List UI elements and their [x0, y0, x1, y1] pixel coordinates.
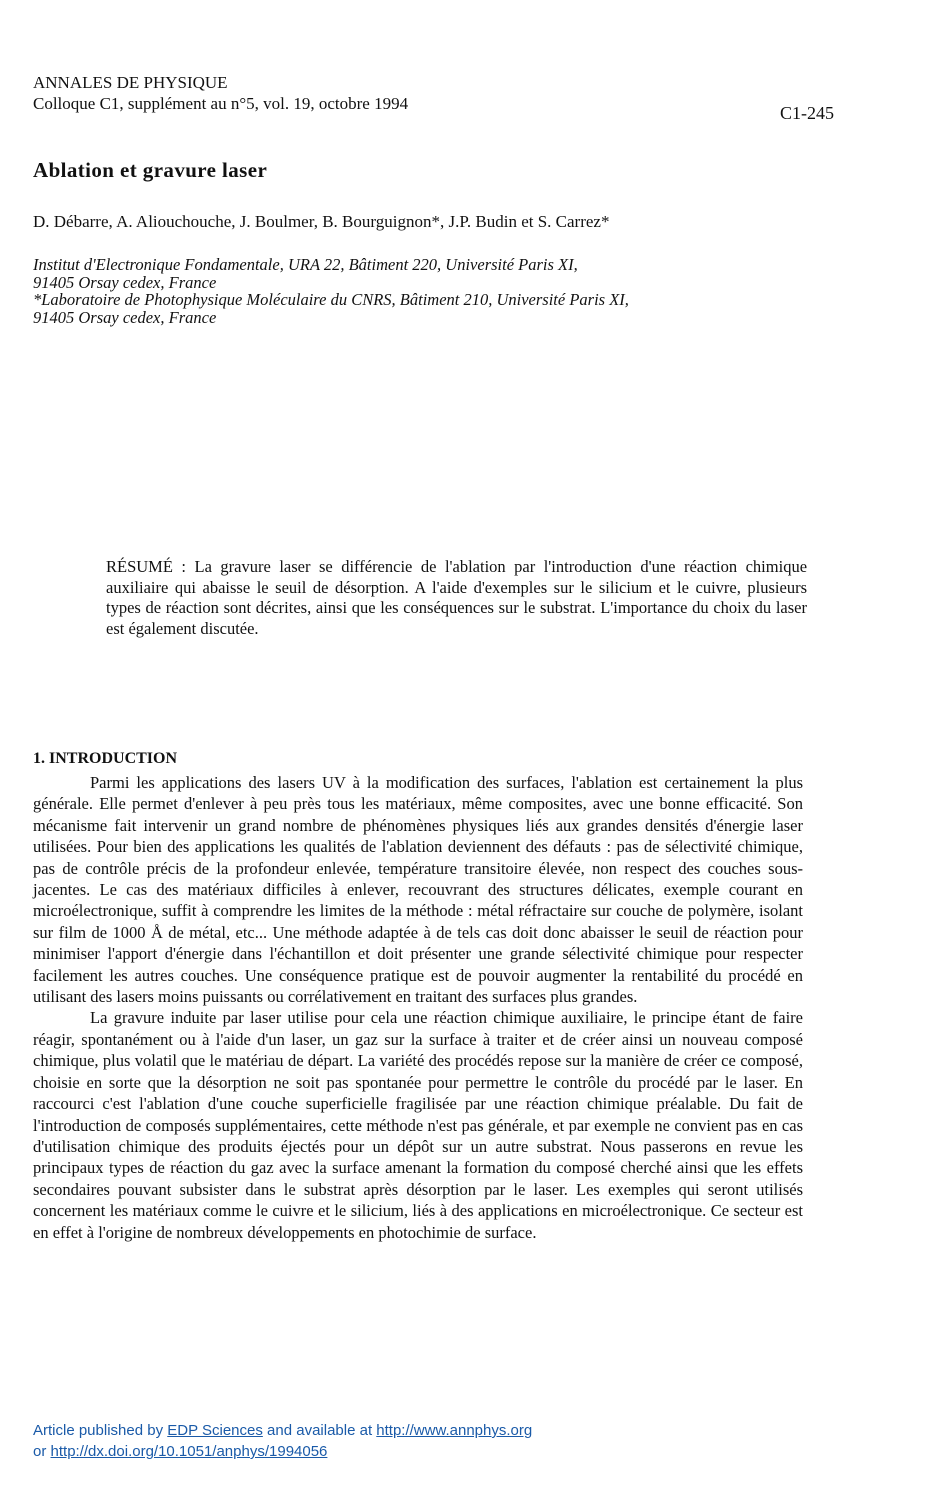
abstract-text: La gravure laser se différencie de l'ablation par l'introduction d'une réaction chimique auxiliaire qui abaisse le seuil de désorption. A l'aide d'exemples sur le silicium et le cuivre, plusieurs types de réaction sont décrites, ainsi que les conséquences sur le substrat. L'importance du choix du laser est également discutée.: [106, 557, 808, 638]
abstract: [106, 557, 807, 639]
affiliations: [33, 256, 629, 326]
journal-name: ANNALES DE PHYSIQUE: [33, 73, 228, 92]
footer-text: or: [33, 1443, 51, 1460]
publisher-link[interactable]: EDP Sciences: [167, 1422, 263, 1439]
issue-line: Colloque C1, supplément au n°5, vol. 19, octobre 1994: [33, 94, 409, 113]
affiliation-line: 91405 Orsay cedex, France: [33, 307, 217, 327]
introduction-body: [33, 772, 803, 1243]
site-link[interactable]: http://www.annphys.org: [376, 1422, 533, 1439]
footer-line-2: [33, 1441, 532, 1462]
journal-header: [33, 72, 408, 114]
article-title: Ablation et gravure laser: [33, 158, 268, 182]
paragraph: La gravure induite par laser utilise pour cela une réaction chimique auxiliaire, le principe étant de faire réagir, spontanément ou à l'aide d'un laser, un gaz sur la surface à traiter et de créer ainsi un nouveau composé chimique, plus volatil que le matériau de départ. La variété des procédés repose sur la manière de créer ce composé, choisie en sorte que la désorption ne soit pas spontanée pour permettre le contrôle du procédé par le laser. En raccourci c'est l'ablation d'une couche superficielle fragilisée par une réaction chimique préalable. Du fait de l'introduction de composés supplémentaires, cette méthode n'est pas générale, et par exemple ne convient pas en cas d'utilisation chimique des produits éjectés pour un dépôt sur un autre substrat. Nous passerons en revue les principaux types de réaction du gaz avec la surface amenant la formation du composé cherché ainsi que les effets secondaires pouvant subsister dans le substrat après désorption par le laser. Les exemples qui seront utilisés concernent les matériaux comme le cuivre et le silicium, liés à des applications en microélectronique. Ce secteur est en effet à l'origine de nombreux développements en photochimie de surface.: [33, 1008, 803, 1242]
publication-footer: [33, 1420, 532, 1462]
doi-link[interactable]: http://dx.doi.org/10.1051/anphys/1994056: [50, 1443, 328, 1460]
footer-text: Article published by: [33, 1422, 168, 1439]
section-heading: 1. INTRODUCTION: [33, 750, 178, 767]
page-number: C1-245: [780, 103, 834, 123]
affiliation-line: Institut d'Electronique Fondamentale, URA 22, Bâtiment 220, Université Paris XI,: [33, 255, 578, 274]
author-list: D. Débarre, A. Aliouchouche, J. Boulmer, B. Bourguignon*, J.P. Budin et S. Carrez*: [33, 212, 610, 231]
footer-text: and available at: [262, 1422, 377, 1439]
affiliation-line: 91405 Orsay cedex, France: [33, 272, 217, 292]
affiliation-line: *Laboratoire de Photophysique Moléculaire du CNRS, Bâtiment 210, Université Paris XI,: [33, 290, 629, 309]
paragraph: Parmi les applications des lasers UV à la modification des surfaces, l'ablation est certainement la plus générale. Elle permet d'enlever à peu près tous les matériaux, même composites, avec une bonne efficacité. Son mécanisme fait intervenir un grand nombre de phénomènes physiques liés aux grandes densités d'énergie laser utilisées. Pour bien des applications les qualités de l'ablation deviennent des défauts : pas de sélectivité chimique, pas de contrôle précis de la profondeur enlevée, température transitoire élevée, non respect des couches sous-jacentes. Le cas des matériaux difficiles à enlever, recouvrant des structures délicates, exemple courant en microélectronique, suffit à comprendre les limites de la méthode : métal réfractaire sur couche de polymère, isolant sur film de 1000 Å de métal, etc... Une méthode adaptée à de tels cas doit donc abaisser le seuil de réaction pour minimiser l'apport d'énergie dans l'échantillon et doit présenter une grande sélectivité chimique pour respecter facilement les autres couches. Une conséquence pratique est de pouvoir augmenter la rentabilité du procédé en utilisant des lasers moins puissants ou corrélativement en traitant des surfaces plus grandes.: [33, 773, 803, 1007]
abstract-label: RÉSUMÉ :: [106, 557, 187, 576]
footer-line-1: [33, 1420, 532, 1441]
